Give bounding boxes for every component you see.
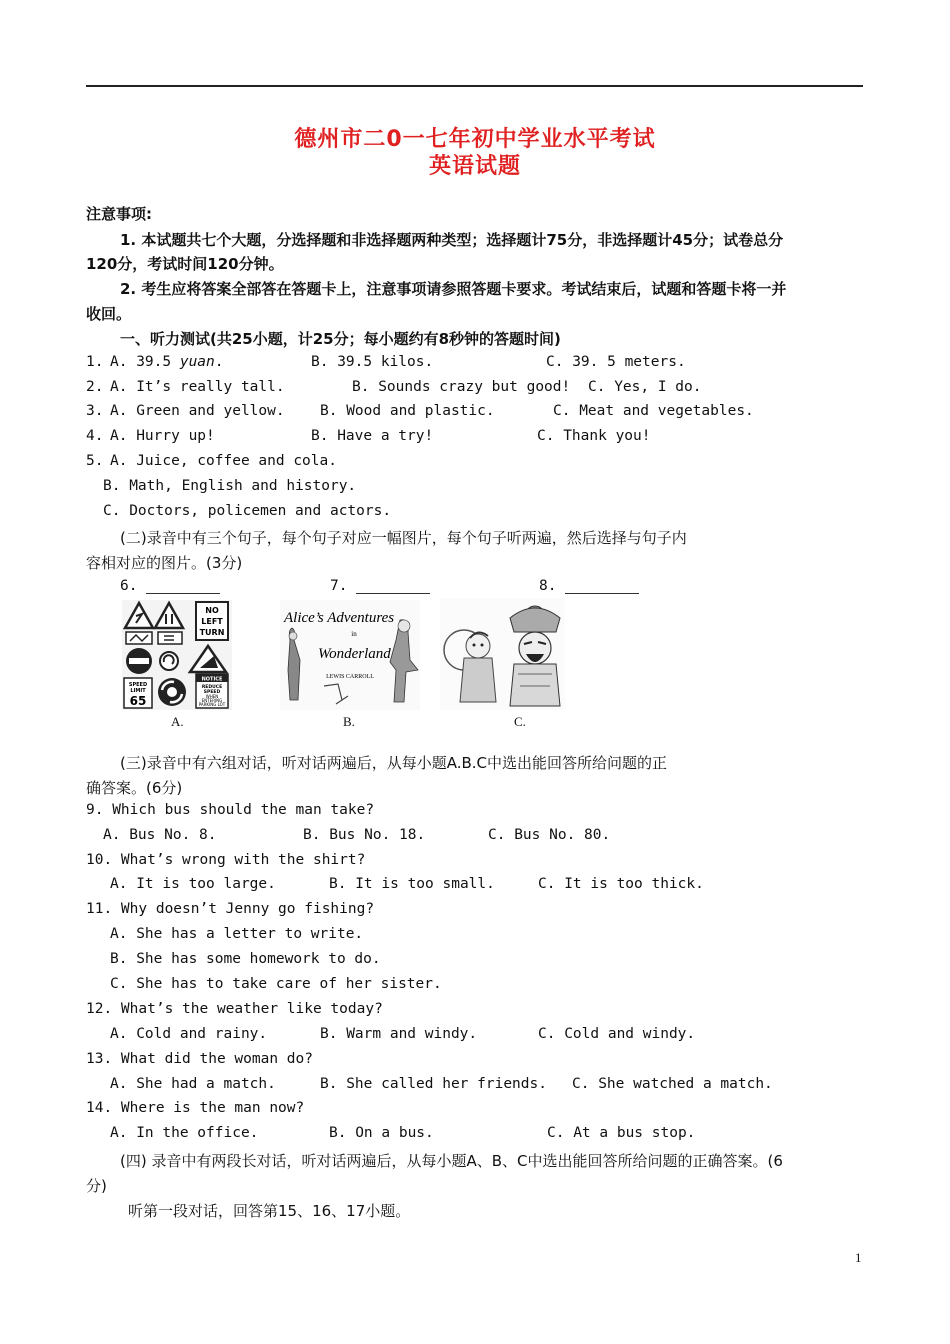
speed-sign-number: 65 (129, 694, 147, 708)
no-left-turn-line1: NO (205, 606, 219, 615)
answer-blank-6[interactable] (146, 593, 220, 594)
no-left-turn-line2: LEFT (201, 617, 223, 626)
q3-number: 3. (86, 403, 104, 419)
part2-instruction-line2: 容相对应的图片。(3分) (86, 554, 243, 572)
q3-option-c: C. Meat and vegetables. (553, 403, 754, 419)
q10-option-a: A. It is too large. (110, 876, 276, 892)
picture-label-b: B. (343, 714, 355, 729)
q14-option-b: B. On a bus. (329, 1125, 434, 1141)
q9-option-b: B. Bus No. 18. (303, 827, 426, 843)
q4-number: 4. (86, 428, 104, 444)
q4-option-b: B. Have a try! (311, 428, 434, 444)
part2-instruction-line1: (二)录音中有三个句子，每个句子对应一幅图片，每个句子听两遍，然后选择与句子内 (120, 529, 687, 547)
book-title-in: in (351, 630, 357, 638)
q9-option-a: A. Bus No. 8. (103, 827, 217, 843)
page-number: 1 (855, 1250, 862, 1265)
q5-option-a: A. Juice, coffee and cola. (110, 453, 337, 469)
top-rule (86, 85, 863, 87)
q13-option-c: C. She watched a match. (572, 1076, 773, 1092)
q11-option-b: B. She has some homework to do. (110, 951, 381, 967)
notice-sign-line4: ENTERING (201, 698, 223, 703)
notice-item2-line1: 2. 考生应将答案全部答在答题卡上，注意事项请参照答题卡要求。考试结束后，试题和答题卡将一并 (120, 280, 787, 298)
notice-sign-header: NOTICE (201, 676, 223, 683)
q10-question: 10. What’s wrong with the shirt? (86, 852, 366, 868)
notice-item1-line2: 120分，考试时间120分钟。 (86, 255, 284, 273)
book-author: LEWIS CARROLL (326, 674, 374, 680)
q14-question: 14. Where is the man now? (86, 1100, 305, 1116)
notice-sign-line5: PARKING LOT (198, 702, 226, 707)
q9-option-c: C. Bus No. 80. (488, 827, 611, 843)
notice-item2-line2: 收回。 (86, 305, 132, 323)
q11-question: 11. Why doesn’t Jenny go fishing? (86, 901, 375, 917)
notice-sign-line2: SPEED (203, 690, 221, 695)
blank-8-number: 8. (539, 578, 557, 594)
q5-option-b: B. Math, English and history. (103, 478, 357, 494)
q2-option-a: A. It’s really tall. (110, 379, 285, 395)
q12-option-c: C. Cold and windy. (538, 1026, 696, 1042)
part4-instruction-line1: (四) 录音中有两段长对话，听对话两遍后，从每小题A、B、C中选出能回答所给问题的正确答案。(6 (120, 1152, 783, 1170)
q1-option-a: A. 39.5 yuan. (110, 354, 224, 370)
q11-option-c: C. She has to take care of her sister. (110, 976, 442, 992)
alice-book-picture (280, 600, 420, 710)
q2-number: 2. (86, 379, 104, 395)
q11-option-a: A. She has a letter to write. (110, 926, 364, 942)
q4-option-c: C. Thank you! (537, 428, 651, 444)
traffic-signs-picture (122, 600, 232, 710)
blank-7-number: 7. (330, 578, 348, 594)
answer-blank-7[interactable] (356, 593, 430, 594)
q13-question: 13. What did the woman do? (86, 1051, 313, 1067)
q3-option-a: A. Green and yellow. (110, 403, 285, 419)
exam-title: 德州市二0一七年初中学业水平考试 (294, 127, 656, 152)
q14-option-c: C. At a bus stop. (547, 1125, 696, 1141)
book-title-line2: Wonderland (318, 646, 391, 662)
section1-heading: 一、听力测试(共25小题，计25分；每小题约有8秒钟的答题时间) (120, 330, 561, 348)
notice-item1-line1: 1. 本试题共七个大题，分选择题和非选择题两种类型；选择题计75分，非选择题计45分；试卷总分 (120, 231, 784, 249)
speed-sign-line2: LIMIT (130, 688, 146, 694)
q5-option-c: C. Doctors, policemen and actors. (103, 503, 392, 519)
q5-number: 5. (86, 453, 104, 469)
q9-question: 9. Which bus should the man take? (86, 802, 375, 818)
answer-blank-8[interactable] (565, 593, 639, 594)
part4-dialogue1-instruction: 听第一段对话，回答第15、16、17小题。 (128, 1202, 411, 1220)
picture-label-c: C. (514, 714, 526, 729)
no-left-turn-line3: TURN (199, 628, 225, 637)
q14-option-a: A. In the office. (110, 1125, 259, 1141)
q4-option-a: A. Hurry up! (110, 428, 215, 444)
part3-instruction-line1: (三)录音中有六组对话，听对话两遍后，从每小题A.B.C中选出能回答所给问题的正 (120, 754, 668, 772)
q10-option-b: B. It is too small. (329, 876, 495, 892)
notice-sign-line3: WHEN (205, 694, 219, 699)
q1-option-c: C. 39. 5 meters. (546, 354, 686, 370)
part3-instruction-line2: 确答案。(6分) (86, 779, 183, 797)
q1-number: 1. (86, 354, 104, 370)
q12-question: 12. What’s the weather like today? (86, 1001, 383, 1017)
q3-option-b: B. Wood and plastic. (320, 403, 495, 419)
q12-option-a: A. Cold and rainy. (110, 1026, 268, 1042)
q13-option-b: B. She called her friends. (320, 1076, 547, 1092)
q10-option-c: C. It is too thick. (538, 876, 704, 892)
speed-sign-line1: SPEED (128, 682, 148, 688)
q13-option-a: A. She had a match. (110, 1076, 276, 1092)
notice-heading: 注意事项: (86, 205, 152, 223)
q12-option-b: B. Warm and windy. (320, 1026, 478, 1042)
exam-subtitle: 英语试题 (428, 154, 521, 179)
notice-sign-line1: REDUCE (201, 685, 223, 690)
picture-label-a: A. (171, 714, 184, 729)
q1-option-b: B. 39.5 kilos. (311, 354, 434, 370)
blank-6-number: 6. (120, 578, 138, 594)
book-title-line1: Alice’s Adventures (284, 610, 395, 626)
part4-instruction-line2: 分) (86, 1177, 107, 1195)
peking-opera-picture (440, 598, 565, 710)
q2-option-b: B. Sounds crazy but good! (352, 379, 571, 395)
q2-option-c: C. Yes, I do. (588, 379, 702, 395)
